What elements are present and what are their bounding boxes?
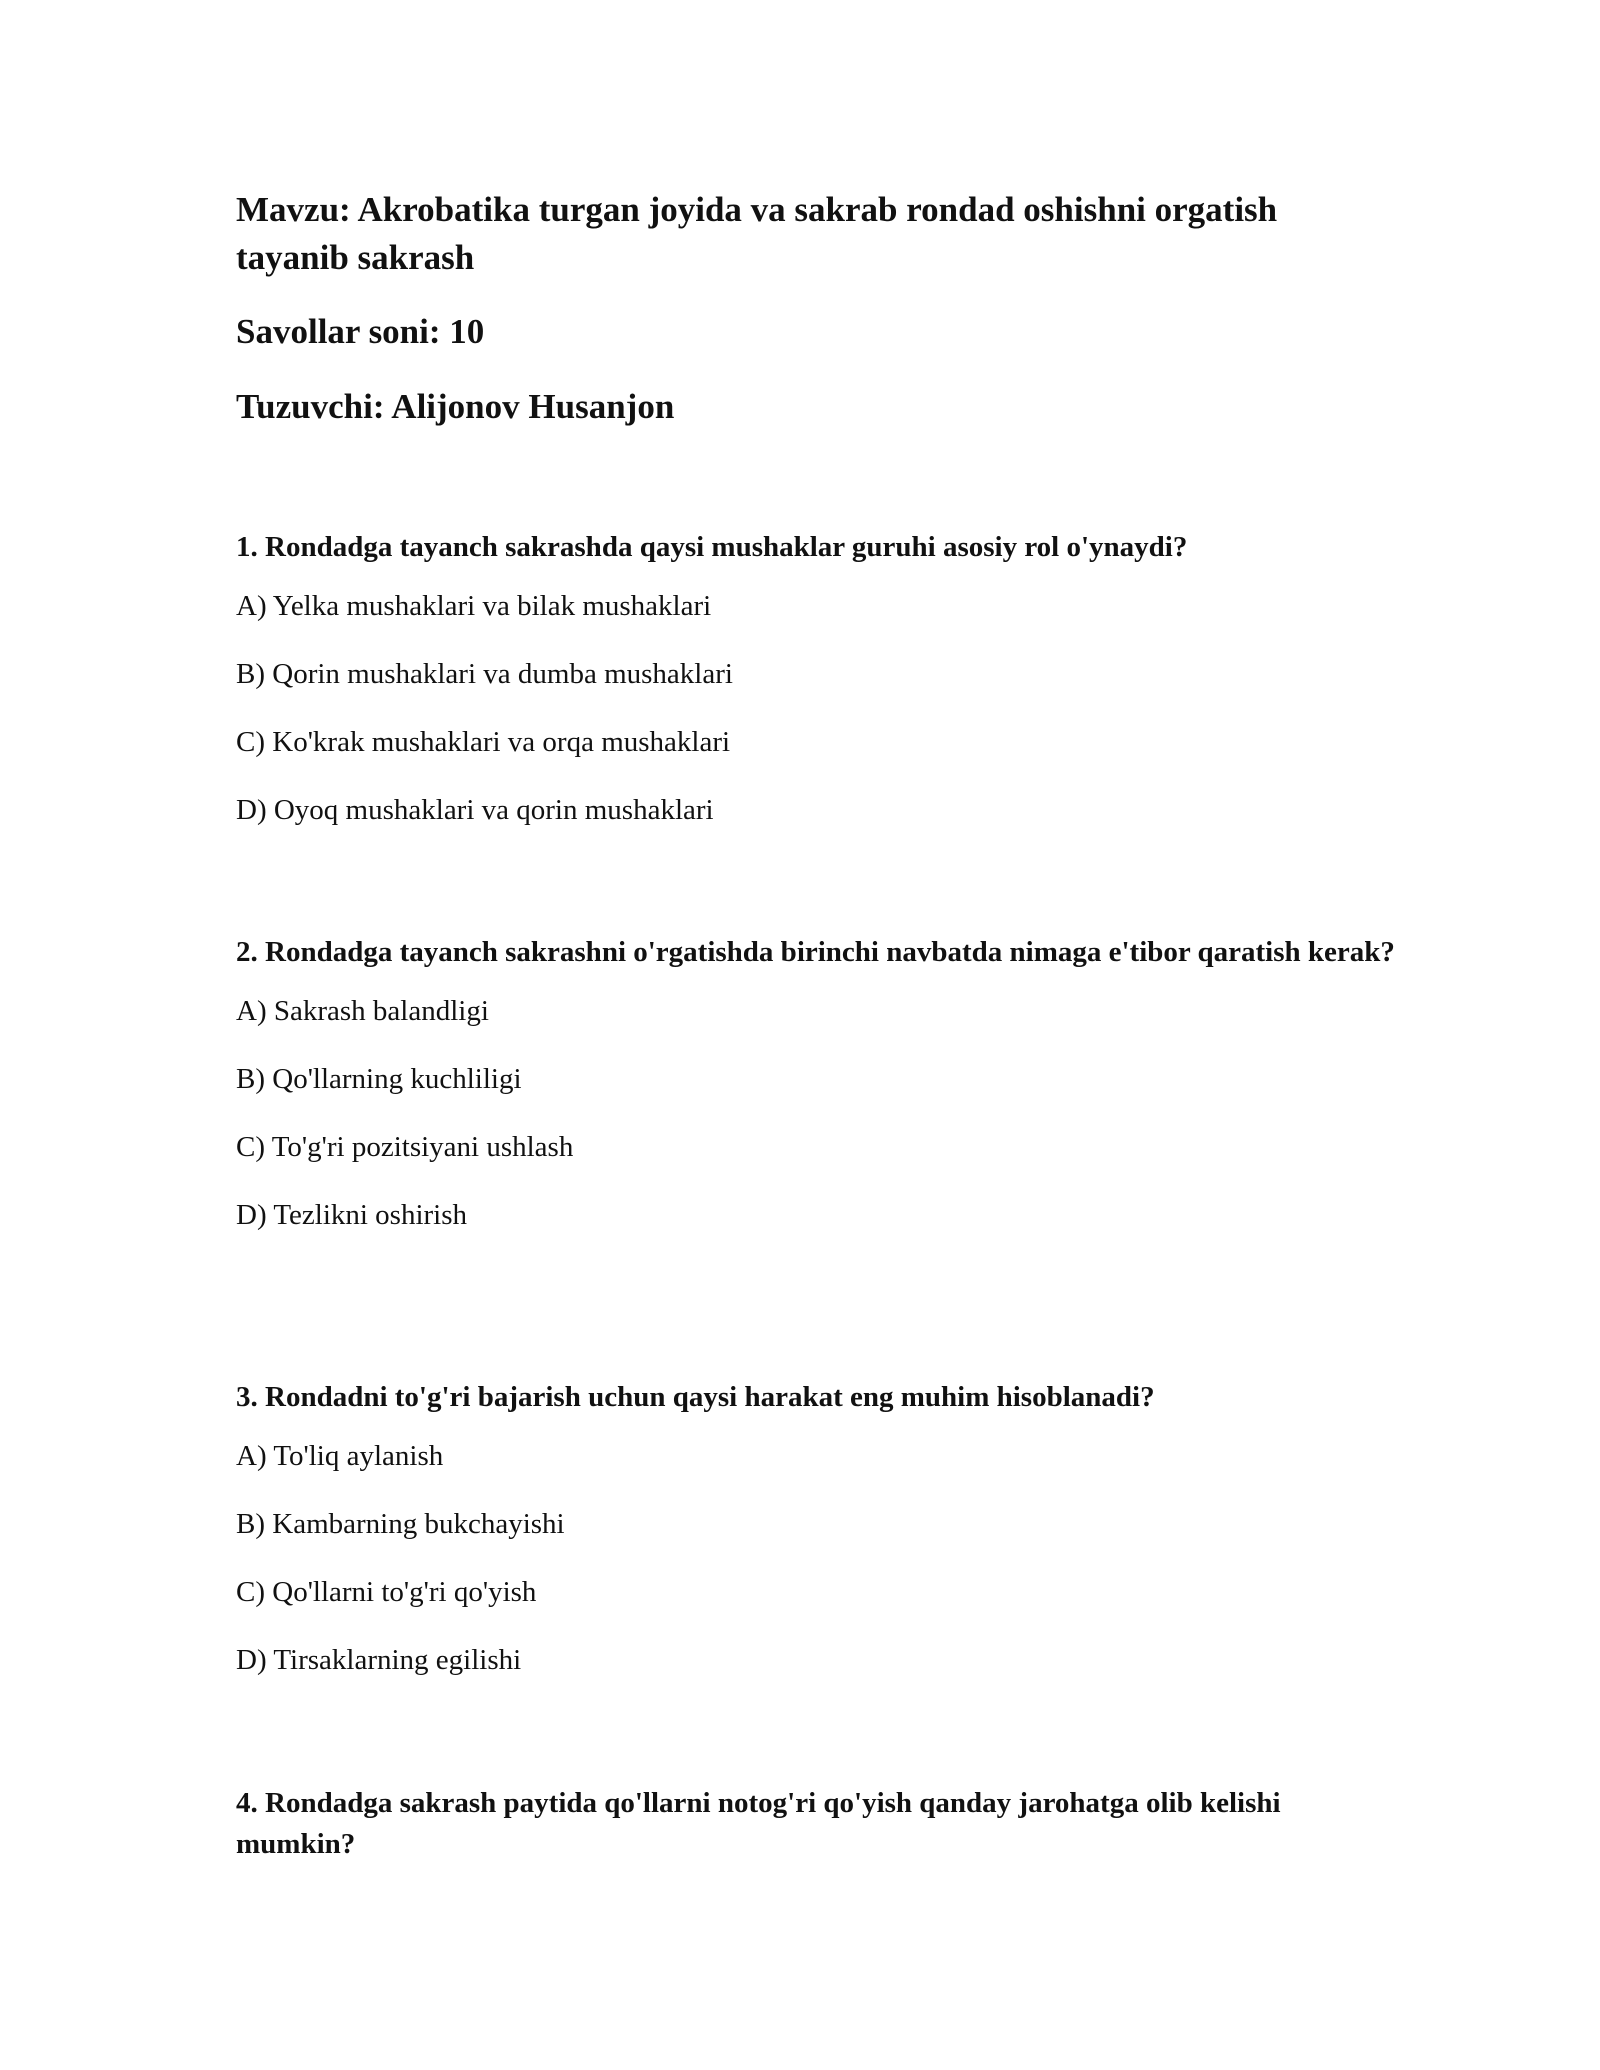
question-text: 3. Rondadni to'g'ri bajarish uchun qaysi harakat eng muhim hisoblanadi?	[236, 1381, 1155, 1413]
answer-option-b: B) Qo'llarning kuchliligi	[236, 1063, 522, 1095]
question-3	[236, 1377, 1396, 1678]
document-header	[236, 186, 1396, 431]
answer-option-a: A) Yelka mushaklari va bilak mushaklari	[236, 590, 712, 622]
answer-option-c: C) To'g'ri pozitsiyani ushlash	[236, 1131, 574, 1163]
answer-option-d: D) Oyoq mushaklari va qorin mushaklari	[236, 794, 714, 826]
answer-option-d: D) Tezlikni oshirish	[236, 1199, 468, 1231]
answer-options	[236, 993, 1396, 1233]
answer-options	[236, 1438, 1396, 1678]
document-title: Mavzu: Akrobatika turgan joyida va sakrab rondad oshishni orgatish tayanib sakrash	[236, 190, 1278, 277]
question-4	[236, 1783, 1396, 1865]
question-2	[236, 932, 1396, 1233]
question-1	[236, 527, 1396, 828]
question-text: 2. Rondadga tayanch sakrashni o'rgatishda birinchi navbatda nimaga e'tibor qaratish kerak?	[236, 936, 1395, 968]
answer-option-c: C) Ko'krak mushaklari va orqa mushaklari	[236, 726, 731, 758]
question-count: Savollar soni: 10	[236, 312, 485, 351]
answer-option-b: B) Qorin mushaklari va dumba mushaklari	[236, 658, 733, 690]
answer-options	[236, 588, 1396, 828]
document-author: Tuzuvchi: Alijonov Husanjon	[236, 387, 675, 426]
answer-option-d: D) Tirsaklarning egilishi	[236, 1644, 522, 1676]
answer-option-c: C) Qo'llarni to'g'ri qo'yish	[236, 1576, 537, 1608]
answer-option-a: A) To'liq aylanish	[236, 1440, 444, 1472]
answer-option-b: B) Kambarning bukchayishi	[236, 1508, 565, 1540]
answer-option-a: A) Sakrash balandligi	[236, 995, 489, 1027]
question-text: 1. Rondadga tayanch sakrashda qaysi mushaklar guruhi asosiy rol o'ynaydi?	[236, 531, 1188, 563]
question-text: 4. Rondadga sakrash paytida qo'llarni notog'ri qo'yish qanday jarohatga olib kelishi mumkin?	[236, 1787, 1281, 1860]
